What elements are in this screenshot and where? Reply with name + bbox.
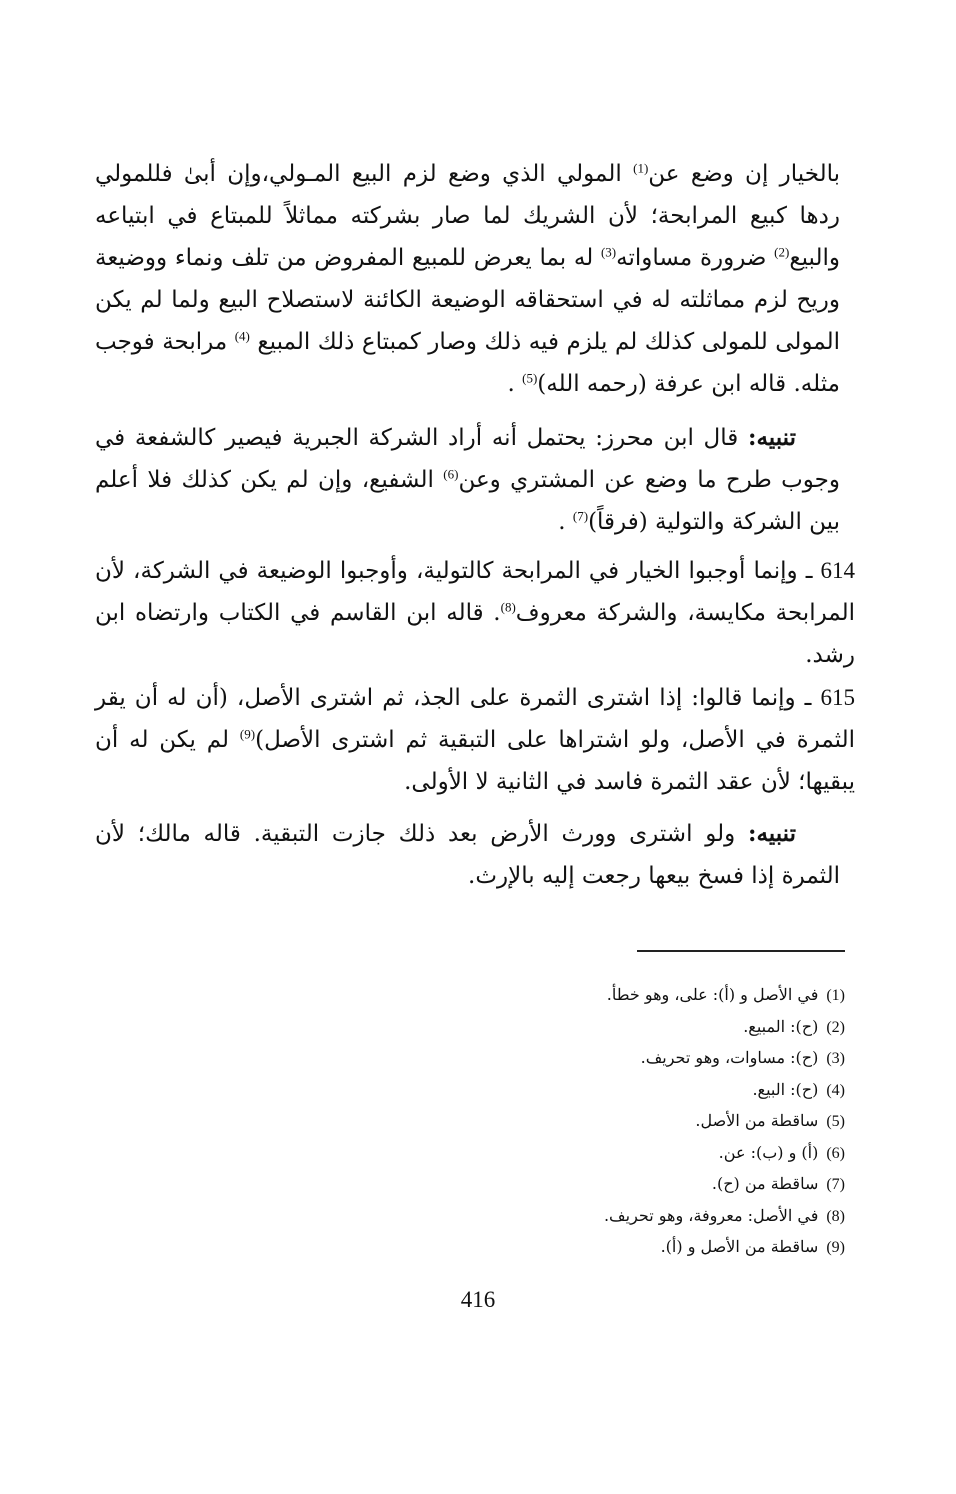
footnote-item	[400, 980, 845, 1012]
footnote-text: (ح): البيع.	[752, 1079, 819, 1099]
text: .	[558, 509, 573, 535]
footnote-text: ساقطة من الأصل و (أ).	[660, 1237, 819, 1256]
footnote-ref-4[interactable]: (4)	[234, 328, 250, 344]
footnote-number: (7)	[826, 1176, 845, 1193]
footnote-number: (2)	[826, 1018, 845, 1036]
footnote-ref-9[interactable]: (9)	[239, 726, 256, 742]
paragraph-number: 614	[820, 558, 855, 583]
footnote-ref-2[interactable]: (2)	[774, 244, 790, 260]
footnote-text: في الأصل و (أ): على، وهو خطأ.	[606, 985, 819, 1004]
footnote-item	[400, 1043, 845, 1075]
footnote-ref-8[interactable]: (8)	[500, 599, 516, 615]
text: ـ وإنما أوجبوا الخيار في المرابحة كالتولية، وأوجبوا الوضيعة في الشركة، لأن المرابحة مكايسة، والشركة معروف	[95, 558, 855, 626]
paragraph-614	[95, 550, 855, 676]
footnote-ref-1[interactable]: (1)	[633, 160, 649, 176]
text: .	[507, 371, 523, 397]
paragraph-615	[95, 677, 855, 803]
page-number: 416	[460, 1287, 496, 1312]
footnote-text: (أ) و (ب): عن.	[718, 1142, 819, 1162]
footnote-item	[400, 1075, 845, 1107]
paragraph-number: 615	[820, 685, 855, 710]
text: ـ وإنما قالوا: إذا اشترى الثمرة على الجذ، ثم اشترى الأصل، (أن له أن يقر الثمرة في الأصل، ولو اشتراها على التبقية ثم اشترى الأصل)	[95, 685, 855, 753]
paragraph-2	[95, 417, 840, 543]
footnote-text: في الأصل: معروفة، وهو تحريف.	[603, 1205, 819, 1225]
text: الشفيع، وإن لم يكن كذلك فلا أعلم بين الشركة والتولية (فرقاً)	[95, 467, 840, 535]
footnote-number: (3)	[826, 1050, 845, 1067]
footnote-text: ساقطة من (ح).	[711, 1174, 819, 1193]
text: لم يكن له أن يبقيها؛ لأن عقد الثمرة فاسد في الثانية لا الأولى.	[95, 727, 855, 795]
footnote-item	[400, 1201, 845, 1233]
footnote-number: (1)	[826, 987, 845, 1004]
footnote-item	[400, 1169, 845, 1201]
footnotes-list	[400, 980, 845, 1264]
footnote-number: (5)	[826, 1113, 845, 1130]
footnote-ref-7[interactable]: (7)	[572, 508, 589, 524]
text: . قاله ابن القاسم في الكتاب وارتضاه ابن رشد.	[95, 600, 855, 668]
footnote-text: ساقطة من الأصل.	[695, 1111, 819, 1130]
footnote-item	[400, 1138, 845, 1170]
footnote-text: (ح): المبيع.	[743, 1016, 819, 1036]
footnote-item	[400, 1106, 845, 1138]
footnote-number: (8)	[826, 1207, 845, 1225]
note-lead: تنبيه:	[747, 424, 796, 451]
footnote-item	[400, 1232, 845, 1264]
note-lead: تنبيه:	[747, 820, 796, 847]
footnote-text: (ح): مساوات، وهو تحريف.	[640, 1048, 819, 1067]
text: ضرورة مساواته	[616, 245, 775, 271]
footnote-ref-5[interactable]: (5)	[522, 370, 538, 386]
footnote-number: (4)	[826, 1081, 845, 1099]
footnote-item	[400, 1012, 845, 1044]
footnote-ref-6[interactable]: (6)	[443, 466, 459, 482]
footnote-ref-3[interactable]: (3)	[600, 244, 617, 260]
paragraph-5	[95, 813, 840, 897]
paragraph-1	[95, 153, 840, 405]
footnote-number: (6)	[826, 1144, 845, 1162]
footnote-number: (9)	[826, 1239, 845, 1256]
text: المولي الذي وضع لزم البيع المـولي،وإن أبىٰ فللمولي ردها كبيع المرابحة؛ لأن الشريك لما صار بشركته مماثلاً للمبتاع في ابتياعه والبيع	[95, 161, 840, 271]
text: مرابحة فوجب مثله. قاله ابن عرفة (رحمه الله)	[95, 329, 840, 397]
text: ولو اشترى وورث الأرض بعد ذلك جازت التبقية. قاله مالك؛ لأن الثمرة إذا فسخ بيعها رجعت إليه بالإرث.	[95, 821, 840, 889]
text: بالخيار إن وضع عن	[648, 161, 840, 187]
text: قال ابن محرز: يحتمل أنه أراد الشركة الجبرية فيصير كالشفعة في وجوب طرح ما وضع عن المشتري وعن	[95, 425, 840, 493]
text: له بما يعرض للمبيع المفروض من تلف ونماء ووضيعة وريح لزم مماثلته له في استحقاقه الوضيعة الكائنة لاستصلاح البيع ولما لم يكن المولى للمولى كذلك لم يلزم فيه ذلك وصار كمبتاع ذلك المبيع	[95, 245, 840, 355]
footnote-divider	[637, 950, 845, 952]
